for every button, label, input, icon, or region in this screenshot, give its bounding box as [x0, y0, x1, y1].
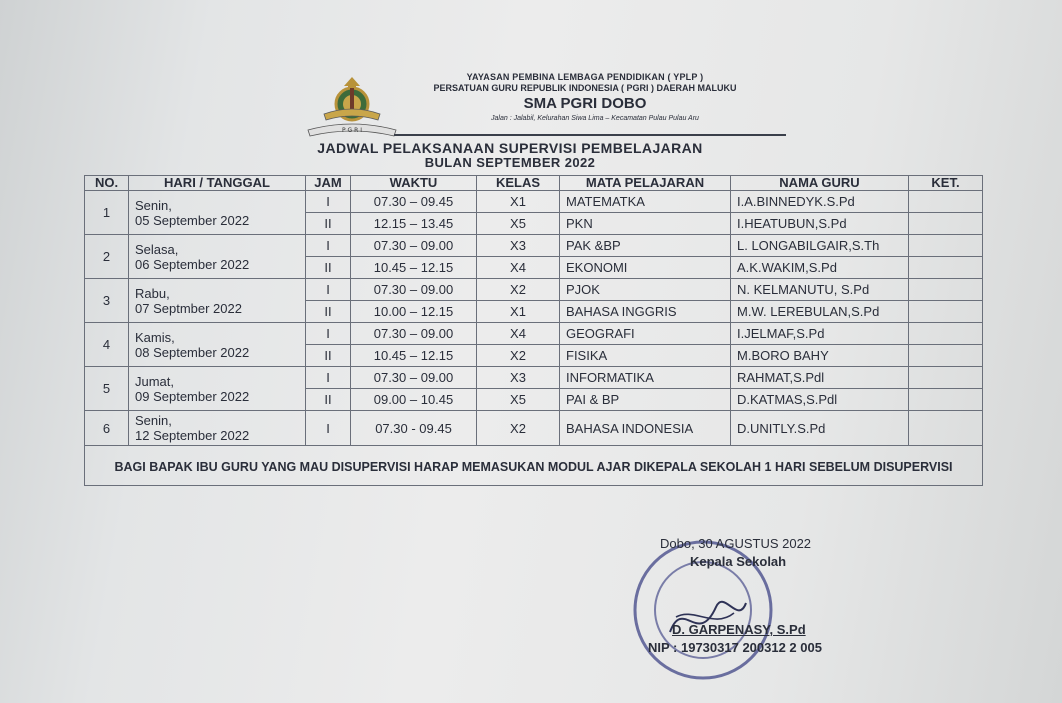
table-row	[85, 367, 983, 389]
guru-cell: I.HEATUBUN,S.Pd	[731, 213, 909, 235]
column-header: JAM	[306, 176, 351, 191]
mapel-cell: BAHASA INGGRIS	[560, 301, 731, 323]
waktu-cell: 10.00 – 12.15	[351, 301, 477, 323]
signature-position: Kepala Sekolah	[690, 554, 787, 569]
day-name: Jumat,	[135, 373, 175, 389]
letterhead-organization: PERSATUAN GURU REPUBLIK INDONESIA ( PGRI ) DAERAH MALUKU	[433, 83, 737, 93]
waktu-cell: 07.30 - 09.45	[351, 411, 477, 446]
day-date: 12 September 2022	[135, 428, 250, 443]
day-date-cell	[129, 279, 306, 323]
jam-cell: I	[306, 323, 351, 345]
ket-cell	[909, 279, 983, 301]
submission-note: BAGI BAPAK IBU GURU YANG MAU DISUPERVISI HARAP MEMASUKAN MODUL AJAR DIKEPALA SEKOLAH 1 HARI SEBELUM DISUPERVISI	[85, 446, 983, 486]
signature-place-date: Dobo, 30 AGUSTUS 2022	[660, 536, 812, 551]
mapel-cell: GEOGRAFI	[560, 323, 731, 345]
mapel-cell: PAK &BP	[560, 235, 731, 257]
mapel-cell: PAI & BP	[560, 389, 731, 411]
kelas-cell: X4	[477, 257, 560, 279]
guru-cell: D.KATMAS,S.Pdl	[731, 389, 909, 411]
jam-cell: II	[306, 345, 351, 367]
kelas-cell: X5	[477, 389, 560, 411]
letterhead	[300, 68, 790, 143]
note-row	[85, 446, 983, 486]
table-header-row	[85, 176, 983, 191]
kelas-cell: X3	[477, 367, 560, 389]
letterhead-address: Jalan : Jalabil, Kelurahan Siwa Lima – Kecamatan Pulau Pulau Aru	[491, 115, 699, 122]
jam-cell: II	[306, 301, 351, 323]
waktu-cell: 09.00 – 10.45	[351, 389, 477, 411]
guru-cell: M.W. LEREBULAN,S.Pd	[731, 301, 909, 323]
kelas-cell: X1	[477, 301, 560, 323]
title-line-1: JADWAL PELAKSANAAN SUPERVISI PEMBELAJARAN	[317, 140, 703, 156]
column-header: NO.	[85, 176, 129, 191]
waktu-cell: 07.30 – 09.00	[351, 323, 477, 345]
jam-cell: I	[306, 235, 351, 257]
ket-cell	[909, 345, 983, 367]
waktu-cell: 07.30 – 09.00	[351, 279, 477, 301]
title-line-2: BULAN SEPTEMBER 2022	[424, 155, 596, 170]
day-name: Senin,	[135, 197, 172, 213]
ket-cell	[909, 367, 983, 389]
column-header: MATA PELAJARAN	[560, 176, 731, 191]
signature-name: D. GARPENASY, S.Pd	[672, 622, 806, 637]
mapel-cell: MATEMATKA	[560, 191, 731, 213]
kelas-cell: X2	[477, 345, 560, 367]
kelas-cell: X2	[477, 411, 560, 446]
jam-cell: II	[306, 213, 351, 235]
table-row	[85, 323, 983, 345]
logo-lettering: P G R I	[342, 127, 362, 134]
table-row	[85, 411, 983, 446]
waktu-cell: 07.30 – 09.00	[351, 367, 477, 389]
day-name: Rabu,	[135, 285, 170, 301]
ket-cell	[909, 191, 983, 213]
row-number: 5	[85, 367, 129, 411]
ket-cell	[909, 257, 983, 279]
day-date: 06 September 2022	[135, 256, 250, 272]
jam-cell: I	[306, 411, 351, 446]
ket-cell	[909, 213, 983, 235]
ket-cell	[909, 301, 983, 323]
kelas-cell: X2	[477, 279, 560, 301]
row-number: 1	[85, 191, 129, 235]
kelas-cell: X5	[477, 213, 560, 235]
waktu-cell: 07.30 – 09.45	[351, 191, 477, 213]
day-date: 07 Septmber 2022	[135, 300, 242, 316]
mapel-cell: EKONOMI	[560, 257, 731, 279]
schedule-body	[85, 191, 983, 486]
day-date: 05 September 2022	[135, 212, 250, 228]
signature-nip: NIP : 19730317 200312 2 005	[648, 640, 822, 655]
letterhead-divider	[394, 134, 786, 136]
document-title	[230, 140, 790, 170]
schedule-table	[84, 175, 983, 486]
jam-cell: I	[306, 367, 351, 389]
row-number: 2	[85, 235, 129, 279]
guru-cell: D.UNITLY.S.Pd	[731, 411, 909, 446]
table-row	[85, 191, 983, 213]
jam-cell: II	[306, 389, 351, 411]
waktu-cell: 10.45 – 12.15	[351, 257, 477, 279]
row-number: 6	[85, 411, 129, 446]
guru-cell: I.JELMAF,S.Pd	[731, 323, 909, 345]
kelas-cell: X3	[477, 235, 560, 257]
ket-cell	[909, 389, 983, 411]
day-date: 09 September 2022	[135, 388, 250, 404]
column-header: WAKTU	[351, 176, 477, 191]
column-header: KELAS	[477, 176, 560, 191]
mapel-cell: FISIKA	[560, 345, 731, 367]
day-name: Senin,	[135, 413, 172, 428]
day-date-cell	[129, 235, 306, 279]
ket-cell	[909, 235, 983, 257]
mapel-cell: PJOK	[560, 279, 731, 301]
column-header: HARI / TANGGAL	[129, 176, 306, 191]
column-header: KET.	[909, 176, 983, 191]
waktu-cell: 12.15 – 13.45	[351, 213, 477, 235]
jam-cell: II	[306, 257, 351, 279]
ket-cell	[909, 323, 983, 345]
mapel-cell: INFORMATIKA	[560, 367, 731, 389]
day-date-cell	[129, 411, 306, 446]
day-date: 08 September 2022	[135, 344, 250, 360]
day-date-cell	[129, 191, 306, 235]
jam-cell: I	[306, 279, 351, 301]
letterhead-foundation: YAYASAN PEMBINA LEMBAGA PENDIDIKAN ( YPLP )	[466, 72, 704, 82]
schedule-table-wrapper	[84, 175, 982, 486]
waktu-cell: 07.30 – 09.00	[351, 235, 477, 257]
row-number: 3	[85, 279, 129, 323]
guru-cell: N. KELMANUTU, S.Pd	[731, 279, 909, 301]
day-name: Kamis,	[135, 329, 175, 345]
guru-cell: I.A.BINNEDYK.S.Pd	[731, 191, 909, 213]
letterhead-school-name: SMA PGRI DOBO	[523, 95, 647, 112]
column-header: NAMA GURU	[731, 176, 909, 191]
jam-cell: I	[306, 191, 351, 213]
ket-cell	[909, 411, 983, 446]
day-name: Selasa,	[135, 241, 179, 257]
mapel-cell: PKN	[560, 213, 731, 235]
waktu-cell: 10.45 – 12.15	[351, 345, 477, 367]
guru-cell: RAHMAT,S.Pdl	[731, 367, 909, 389]
row-number: 4	[85, 323, 129, 367]
kelas-cell: X4	[477, 323, 560, 345]
day-date-cell	[129, 367, 306, 411]
table-row	[85, 235, 983, 257]
guru-cell: M.BORO BAHY	[731, 345, 909, 367]
guru-cell: L. LONGABILGAIR,S.Th	[731, 235, 909, 257]
kelas-cell: X1	[477, 191, 560, 213]
guru-cell: A.K.WAKIM,S.Pd	[731, 257, 909, 279]
day-date-cell	[129, 323, 306, 367]
table-row	[85, 279, 983, 301]
mapel-cell: BAHASA INDONESIA	[560, 411, 731, 446]
